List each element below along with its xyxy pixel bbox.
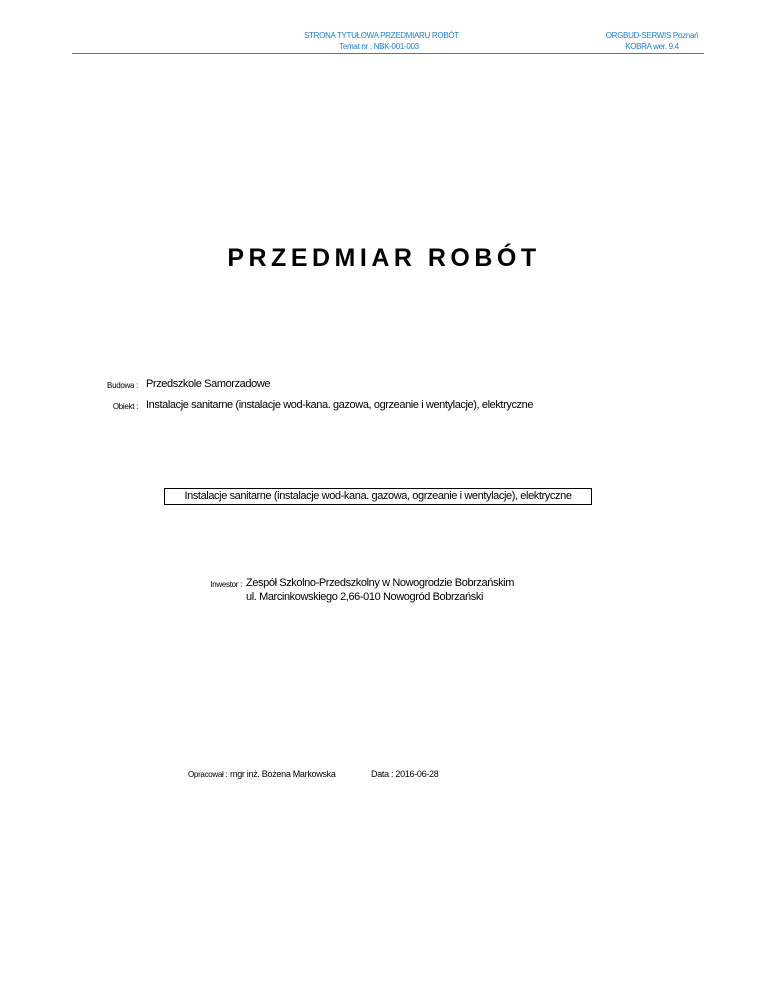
budowa-label: Budowa : (107, 381, 138, 390)
opracowal-value: mgr inż. Bożena Markowska (230, 769, 336, 779)
header-document-type: STRONA TYTUŁOWA PRZEDMIARU ROBÓT (304, 31, 459, 40)
budowa-value: Przedszkole Samorzadowe (146, 378, 271, 390)
obiekt-value: Instalacje sanitarne (instalacje wod-kana. gazowa, ogrzeanie i wentylacje), elektryczne (146, 399, 534, 411)
inwestor-address: ul. Marcinkowskiego 2,66-010 Nowogród Bobrzański (246, 591, 483, 603)
header-topic-number: Temat nr : NBK-001-003 (339, 42, 419, 51)
header-company: ORGBUD-SERWIS Poznań (605, 31, 699, 40)
document-date: Data : 2016-06-28 (371, 769, 439, 779)
opracowal-label: Opracował : (188, 770, 228, 779)
inwestor-label: Inwestor : (210, 580, 242, 589)
header-software-version: KOBRA wer. 9.4 (625, 42, 679, 51)
header-divider (72, 53, 704, 54)
page-title: PRZEDMIAR ROBÓT (227, 244, 541, 272)
inwestor-name: Zespół Szkolno-Przedszkolny w Nowogrodzie Bobrzańskim (246, 577, 514, 589)
obiekt-label: Obiekt : (112, 402, 138, 411)
object-description-box: Instalacje sanitarne (instalacje wod-kana. gazowa, ogrzeanie i wentylacje), elektryczne (164, 488, 592, 505)
